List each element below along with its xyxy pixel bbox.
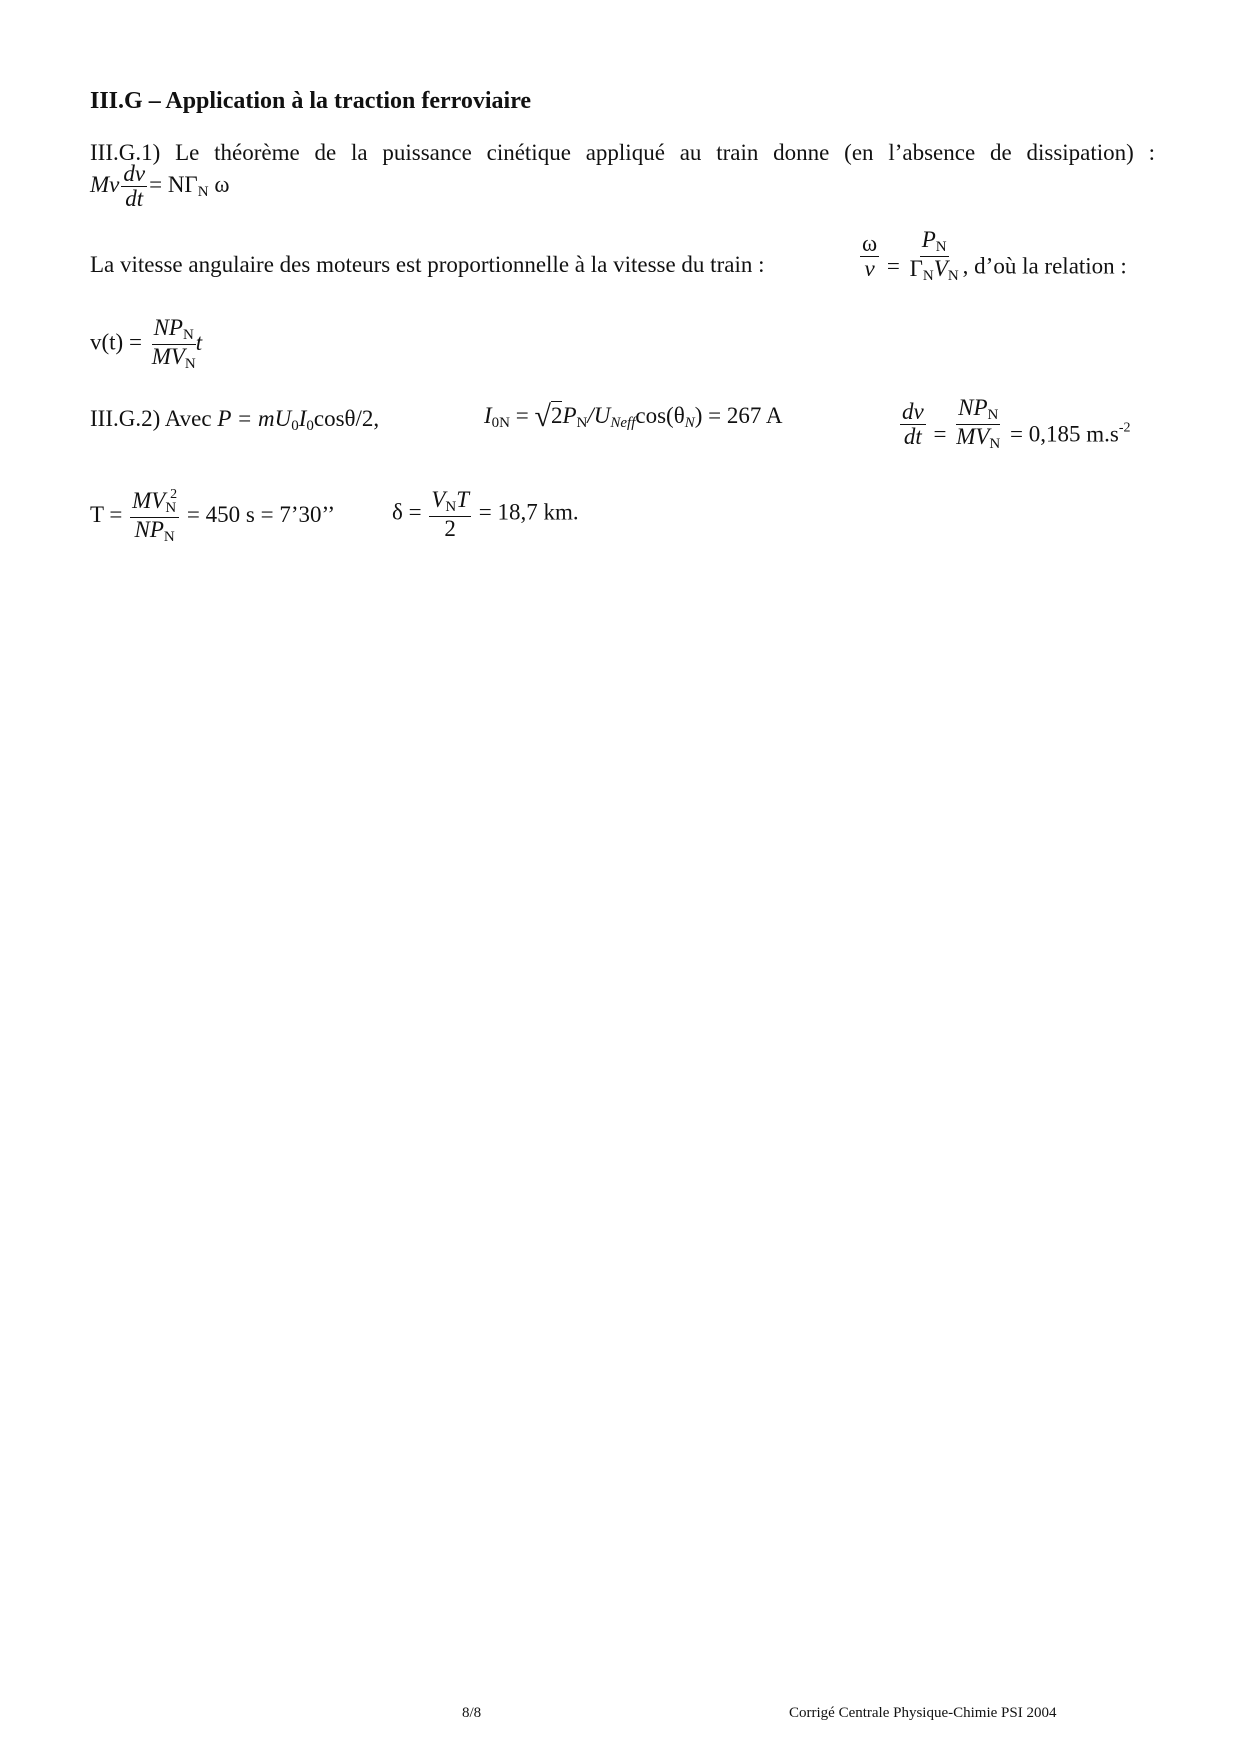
omega-fraction (860, 232, 879, 281)
t-den: NP (134, 516, 164, 542)
t-num-sub: N (165, 500, 177, 516)
i0n: I (484, 403, 492, 428)
sqrt-icon: √ (534, 400, 551, 433)
t-fraction (130, 488, 179, 546)
acc-fraction (900, 400, 926, 449)
omega-eq: = (886, 253, 900, 279)
g1-label: III.G.1) (90, 140, 161, 165)
acc-exp: -2 (1118, 420, 1131, 436)
d-den: 2 (444, 515, 456, 541)
paragraph-vitesse (90, 252, 764, 278)
vt-num-sub: N (182, 327, 194, 343)
acc-den: dt (903, 423, 922, 449)
equation-time (90, 488, 335, 546)
eq-omega: ω (214, 171, 230, 197)
acc-ratio-num: NP (958, 395, 988, 420)
vn-sub: N (947, 267, 959, 284)
gamma-sub: N (922, 267, 934, 284)
cos-expr: cos(θ (635, 403, 685, 428)
pn-sub: N (576, 415, 588, 431)
d-lhs: δ = (392, 499, 422, 525)
pn-num-sub: N (935, 239, 947, 255)
t-lhs: T = (90, 502, 123, 528)
acc-ratio-den-sub: N (989, 435, 1001, 452)
eq-den: dt (125, 186, 144, 212)
i0n-sub: 0N (491, 415, 511, 431)
vt-den-sub: N (184, 355, 196, 372)
sqrt-value: 2 (550, 403, 563, 428)
power-sub1: 0 (291, 418, 299, 434)
power-sub2: 0 (306, 418, 314, 434)
page-number: 8/8 (462, 1705, 482, 1721)
eq-sub: N (197, 183, 209, 200)
d-num-t: T (456, 487, 470, 512)
vt-fraction (150, 316, 198, 373)
equation-vt (90, 316, 202, 373)
acc-ratio-den: MV (956, 423, 990, 449)
t-den-sub: N (163, 528, 175, 545)
d-value: = 18,7 km. (478, 499, 579, 525)
t-value: = 450 s = 7’30’’ (186, 502, 336, 528)
eq-fraction (121, 162, 147, 211)
equation-distance (392, 488, 579, 541)
acc-value: = 0,185 m.s (1010, 421, 1119, 447)
vn: V (933, 255, 948, 281)
g2-power (90, 406, 379, 435)
pn-fraction (908, 228, 961, 285)
eq-rhs: = NΓ (149, 171, 198, 197)
footer-title: Corrigé Centrale Physique-Chimie PSI 2004 (789, 1705, 1057, 1721)
acc-eq: = (933, 421, 947, 447)
eq-num: dv (123, 161, 146, 186)
vt-tail: t (195, 329, 203, 355)
g2-label: III.G.2) Avec (90, 406, 212, 431)
paragraph-g1 (90, 140, 1155, 166)
power-expr: P = mU (217, 406, 292, 431)
section-heading: III.G – Application à la traction ferroviaire (90, 88, 532, 114)
omega-den: v (864, 255, 875, 281)
g1-text: Le théorème de la puissance cinétique appliqué au train donne (en l’absence de dissipation) : (175, 140, 1155, 165)
g2-acceleration (898, 395, 1131, 453)
i0n-eq: = (510, 403, 535, 428)
relation-text: , d’où la relation : (962, 253, 1127, 279)
power-tail: cosθ/2, (313, 406, 380, 431)
acc-ratio-num-sub: N (987, 407, 999, 423)
g2-current (484, 400, 782, 434)
omega-num: ω (862, 230, 878, 256)
vt-num: NP (153, 315, 183, 340)
ueff-sub: Neff (610, 415, 636, 431)
eq-lhs: Mv (90, 171, 120, 197)
t-num: MV (132, 488, 166, 513)
acc-ratio (954, 396, 1002, 453)
cos-sub: N (684, 415, 695, 431)
vitesse-text: La vitesse angulaire des moteurs est proportionnelle à la vitesse du train : (90, 252, 765, 277)
current-value: ) = 267 A (694, 403, 783, 428)
pn-num: P (921, 227, 936, 252)
d-fraction (429, 488, 471, 541)
d-num-sub: N (445, 499, 457, 515)
t-num-sup: 2 (170, 487, 178, 502)
vt-lhs: v(t) = (90, 329, 142, 355)
equation-power (90, 162, 229, 211)
vt-den: MV (151, 343, 185, 369)
gamma: Γ (909, 255, 923, 281)
u-eff: /U (587, 403, 611, 428)
acc-num: dv (902, 398, 924, 424)
equation-omega-ratio (858, 227, 1127, 285)
d-num: V (431, 487, 446, 512)
pn: P (562, 403, 577, 428)
power-i: I (298, 406, 307, 431)
